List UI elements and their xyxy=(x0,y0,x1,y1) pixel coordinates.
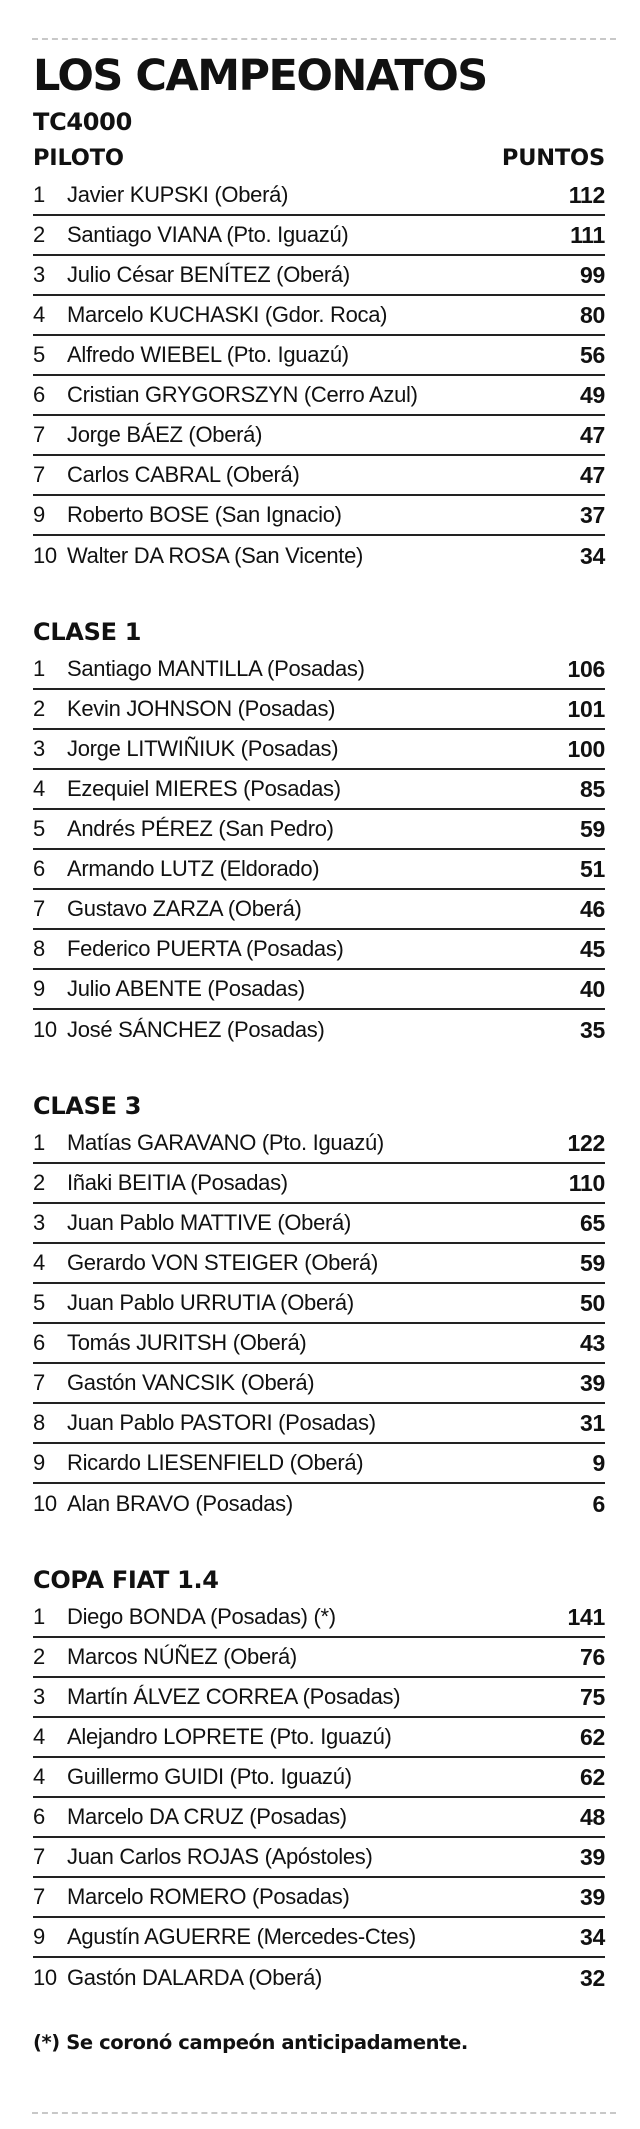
points-cell: 39 xyxy=(580,1843,605,1870)
position-cell: 1 xyxy=(33,1604,45,1629)
position-cell: 2 xyxy=(33,222,45,247)
driver-cell: Federico PUERTA (Posadas) xyxy=(67,936,344,961)
driver-cell: Cristian GRYGORSZYN (Cerro Azul) xyxy=(67,382,418,407)
table-row xyxy=(33,1284,605,1324)
points-cell: 45 xyxy=(580,935,605,962)
table-row xyxy=(33,1598,605,1638)
points-cell: 9 xyxy=(592,1449,605,1476)
position-cell: 10 xyxy=(33,1017,57,1042)
driver-cell: Iñaki BEITIA (Posadas) xyxy=(67,1170,288,1195)
points-cell: 46 xyxy=(580,895,605,922)
table-row xyxy=(33,1878,605,1918)
driver-cell: Alfredo WIEBEL (Pto. Iguazú) xyxy=(67,342,349,367)
table-row xyxy=(33,1484,605,1524)
position-cell: 7 xyxy=(33,1844,45,1869)
points-cell: 39 xyxy=(580,1883,605,1910)
driver-cell: Walter DA ROSA (San Vicente) xyxy=(67,543,364,568)
driver-cell: Ezequiel MIERES (Posadas) xyxy=(67,776,341,801)
points-cell: 34 xyxy=(580,542,605,569)
points-cell: 76 xyxy=(580,1643,605,1670)
section-title: CLASE 3 xyxy=(33,1092,142,1120)
points-cell: 80 xyxy=(580,301,605,328)
driver-cell: Santiago MANTILLA (Posadas) xyxy=(67,656,365,681)
position-cell: 4 xyxy=(33,1724,45,1749)
driver-cell: Kevin JOHNSON (Posadas) xyxy=(67,696,336,721)
position-cell: 10 xyxy=(33,1965,57,1990)
table-row xyxy=(33,890,605,930)
section-title: TC4000 xyxy=(33,108,132,136)
position-cell: 7 xyxy=(33,422,45,447)
table-row xyxy=(33,1404,605,1444)
table-row xyxy=(33,810,605,850)
table-row xyxy=(33,1164,605,1204)
table-row xyxy=(33,1958,605,1998)
table-row xyxy=(33,296,605,336)
position-cell: 3 xyxy=(33,262,45,287)
position-cell: 4 xyxy=(33,776,45,801)
table-row xyxy=(33,376,605,416)
position-cell: 10 xyxy=(33,1491,57,1516)
table-row xyxy=(33,970,605,1010)
driver-cell: Alan BRAVO (Posadas) xyxy=(67,1491,293,1516)
driver-cell: Carlos CABRAL (Oberá) xyxy=(67,462,300,487)
position-cell: 2 xyxy=(33,696,45,721)
points-cell: 39 xyxy=(580,1369,605,1396)
position-cell: 9 xyxy=(33,502,45,527)
section-title: CLASE 1 xyxy=(33,618,142,646)
position-cell: 1 xyxy=(33,1130,45,1155)
driver-cell: Julio ABENTE (Posadas) xyxy=(67,976,305,1001)
driver-cell: Gastón DALARDA (Oberá) xyxy=(67,1965,323,1990)
position-cell: 6 xyxy=(33,1330,45,1355)
driver-cell: Agustín AGUERRE (Mercedes-Ctes) xyxy=(67,1924,416,1949)
driver-cell: Jorge LITWIÑIUK (Posadas) xyxy=(67,736,339,761)
driver-cell: Jorge BÁEZ (Oberá) xyxy=(67,422,263,447)
table-row xyxy=(33,770,605,810)
points-cell: 111 xyxy=(570,221,605,248)
points-cell: 35 xyxy=(580,1016,605,1043)
position-cell: 8 xyxy=(33,936,45,961)
driver-cell: Gastón VANCSIK (Oberá) xyxy=(67,1370,315,1395)
driver-cell: Guillermo GUIDI (Pto. Iguazú) xyxy=(67,1764,352,1789)
column-header-driver: PILOTO xyxy=(33,145,124,171)
table-row xyxy=(33,1678,605,1718)
table-row xyxy=(33,730,605,770)
position-cell: 4 xyxy=(33,302,45,327)
points-cell: 43 xyxy=(580,1329,605,1356)
section-clase-3 xyxy=(33,1088,605,1524)
points-cell: 62 xyxy=(580,1763,605,1790)
table-row xyxy=(33,1364,605,1404)
driver-cell: Alejandro LOPRETE (Pto. Iguazú) xyxy=(67,1724,392,1749)
points-cell: 49 xyxy=(580,381,605,408)
table-row xyxy=(33,650,605,690)
standings-list xyxy=(33,176,605,576)
position-cell: 8 xyxy=(33,1410,45,1435)
driver-cell: Marcelo DA CRUZ (Posadas) xyxy=(67,1804,347,1829)
driver-cell: Matías GARAVANO (Pto. Iguazú) xyxy=(67,1130,384,1155)
table-row xyxy=(33,416,605,456)
driver-cell: Javier KUPSKI (Oberá) xyxy=(67,182,289,207)
points-cell: 112 xyxy=(568,181,605,208)
position-cell: 1 xyxy=(33,182,45,207)
footnote: (*) Se coronó campeón anticipadamente. xyxy=(33,2031,468,2054)
table-row xyxy=(33,1010,605,1050)
position-cell: 5 xyxy=(33,816,45,841)
points-cell: 31 xyxy=(580,1409,605,1436)
position-cell: 5 xyxy=(33,342,45,367)
driver-cell: Juan Pablo URRUTIA (Oberá) xyxy=(67,1290,354,1315)
position-cell: 10 xyxy=(33,543,57,568)
driver-cell: Santiago VIANA (Pto. Iguazú) xyxy=(67,222,349,247)
points-cell: 59 xyxy=(580,1249,605,1276)
standings-list xyxy=(33,1124,605,1524)
table-row xyxy=(33,690,605,730)
position-cell: 2 xyxy=(33,1644,45,1669)
points-cell: 48 xyxy=(580,1803,605,1830)
section-title: COPA FIAT 1.4 xyxy=(33,1566,219,1594)
driver-cell: Juan Pablo PASTORI (Posadas) xyxy=(67,1410,376,1435)
driver-cell: Marcos NÚÑEZ (Oberá) xyxy=(67,1644,297,1669)
table-row xyxy=(33,256,605,296)
position-cell: 9 xyxy=(33,1450,45,1475)
points-cell: 47 xyxy=(580,461,605,488)
points-cell: 56 xyxy=(580,341,605,368)
driver-cell: Martín ÁLVEZ CORREA (Posadas) xyxy=(67,1684,401,1709)
points-cell: 85 xyxy=(580,775,605,802)
driver-cell: Tomás JURITSH (Oberá) xyxy=(67,1330,307,1355)
points-cell: 122 xyxy=(567,1129,605,1156)
points-cell: 100 xyxy=(567,735,605,762)
top-dashed-divider xyxy=(32,38,616,40)
column-headers xyxy=(33,140,605,176)
section-clase-1 xyxy=(33,614,605,1050)
position-cell: 4 xyxy=(33,1250,45,1275)
position-cell: 4 xyxy=(33,1764,45,1789)
position-cell: 6 xyxy=(33,382,45,407)
table-row xyxy=(33,1204,605,1244)
points-cell: 50 xyxy=(580,1289,605,1316)
standings-list xyxy=(33,1598,605,1998)
driver-cell: Armando LUTZ (Eldorado) xyxy=(67,856,320,881)
points-cell: 51 xyxy=(580,855,605,882)
driver-cell: Diego BONDA (Posadas) (*) xyxy=(67,1604,336,1629)
points-cell: 110 xyxy=(568,1169,605,1196)
table-row xyxy=(33,1718,605,1758)
table-row xyxy=(33,850,605,890)
section-tc4000 xyxy=(33,104,605,576)
table-row xyxy=(33,1758,605,1798)
table-row xyxy=(33,1638,605,1678)
table-row xyxy=(33,1798,605,1838)
points-cell: 6 xyxy=(592,1490,605,1517)
driver-cell: Ricardo LIESENFIELD (Oberá) xyxy=(67,1450,364,1475)
table-row xyxy=(33,1918,605,1958)
position-cell: 9 xyxy=(33,976,45,1001)
driver-cell: Marcelo ROMERO (Posadas) xyxy=(67,1884,350,1909)
driver-cell: Gerardo VON STEIGER (Oberá) xyxy=(67,1250,378,1275)
position-cell: 3 xyxy=(33,1684,45,1709)
position-cell: 1 xyxy=(33,656,45,681)
driver-cell: Juan Carlos ROJAS (Apóstoles) xyxy=(67,1844,373,1869)
bottom-dashed-divider xyxy=(32,2112,616,2114)
driver-cell: Marcelo KUCHASKI (Gdor. Roca) xyxy=(67,302,388,327)
position-cell: 3 xyxy=(33,736,45,761)
points-cell: 62 xyxy=(580,1723,605,1750)
points-cell: 47 xyxy=(580,421,605,448)
points-cell: 34 xyxy=(580,1923,605,1950)
points-cell: 65 xyxy=(580,1209,605,1236)
column-header-points: PUNTOS xyxy=(501,145,605,171)
driver-cell: Julio César BENÍTEZ (Oberá) xyxy=(67,262,350,287)
table-row xyxy=(33,1244,605,1284)
table-row xyxy=(33,456,605,496)
standings-list xyxy=(33,650,605,1050)
position-cell: 3 xyxy=(33,1210,45,1235)
points-cell: 99 xyxy=(580,261,605,288)
driver-cell: Juan Pablo MATTIVE (Oberá) xyxy=(67,1210,352,1235)
position-cell: 9 xyxy=(33,1924,45,1949)
table-row xyxy=(33,336,605,376)
standings-page xyxy=(33,48,605,2058)
table-row xyxy=(33,1838,605,1878)
table-row xyxy=(33,1324,605,1364)
page-title: LOS CAMPEONATOS xyxy=(33,51,487,101)
driver-cell: Gustavo ZARZA (Oberá) xyxy=(67,896,302,921)
points-cell: 37 xyxy=(580,501,605,528)
position-cell: 5 xyxy=(33,1290,45,1315)
points-cell: 75 xyxy=(580,1683,605,1710)
position-cell: 6 xyxy=(33,1804,45,1829)
position-cell: 7 xyxy=(33,462,45,487)
position-cell: 7 xyxy=(33,1884,45,1909)
driver-cell: Roberto BOSE (San Ignacio) xyxy=(67,502,342,527)
points-cell: 32 xyxy=(580,1964,605,1991)
points-cell: 59 xyxy=(580,815,605,842)
driver-cell: Andrés PÉREZ (San Pedro) xyxy=(67,816,334,841)
points-cell: 101 xyxy=(567,695,605,722)
table-row xyxy=(33,216,605,256)
points-cell: 106 xyxy=(567,655,605,682)
table-row xyxy=(33,496,605,536)
table-row xyxy=(33,930,605,970)
table-row xyxy=(33,1124,605,1164)
position-cell: 6 xyxy=(33,856,45,881)
table-row xyxy=(33,1444,605,1484)
driver-cell: José SÁNCHEZ (Posadas) xyxy=(67,1017,325,1042)
table-row xyxy=(33,536,605,576)
table-row xyxy=(33,176,605,216)
section-copa-fiat xyxy=(33,1562,605,1998)
position-cell: 7 xyxy=(33,896,45,921)
position-cell: 7 xyxy=(33,1370,45,1395)
points-cell: 141 xyxy=(567,1603,605,1630)
position-cell: 2 xyxy=(33,1170,45,1195)
points-cell: 40 xyxy=(580,975,605,1002)
